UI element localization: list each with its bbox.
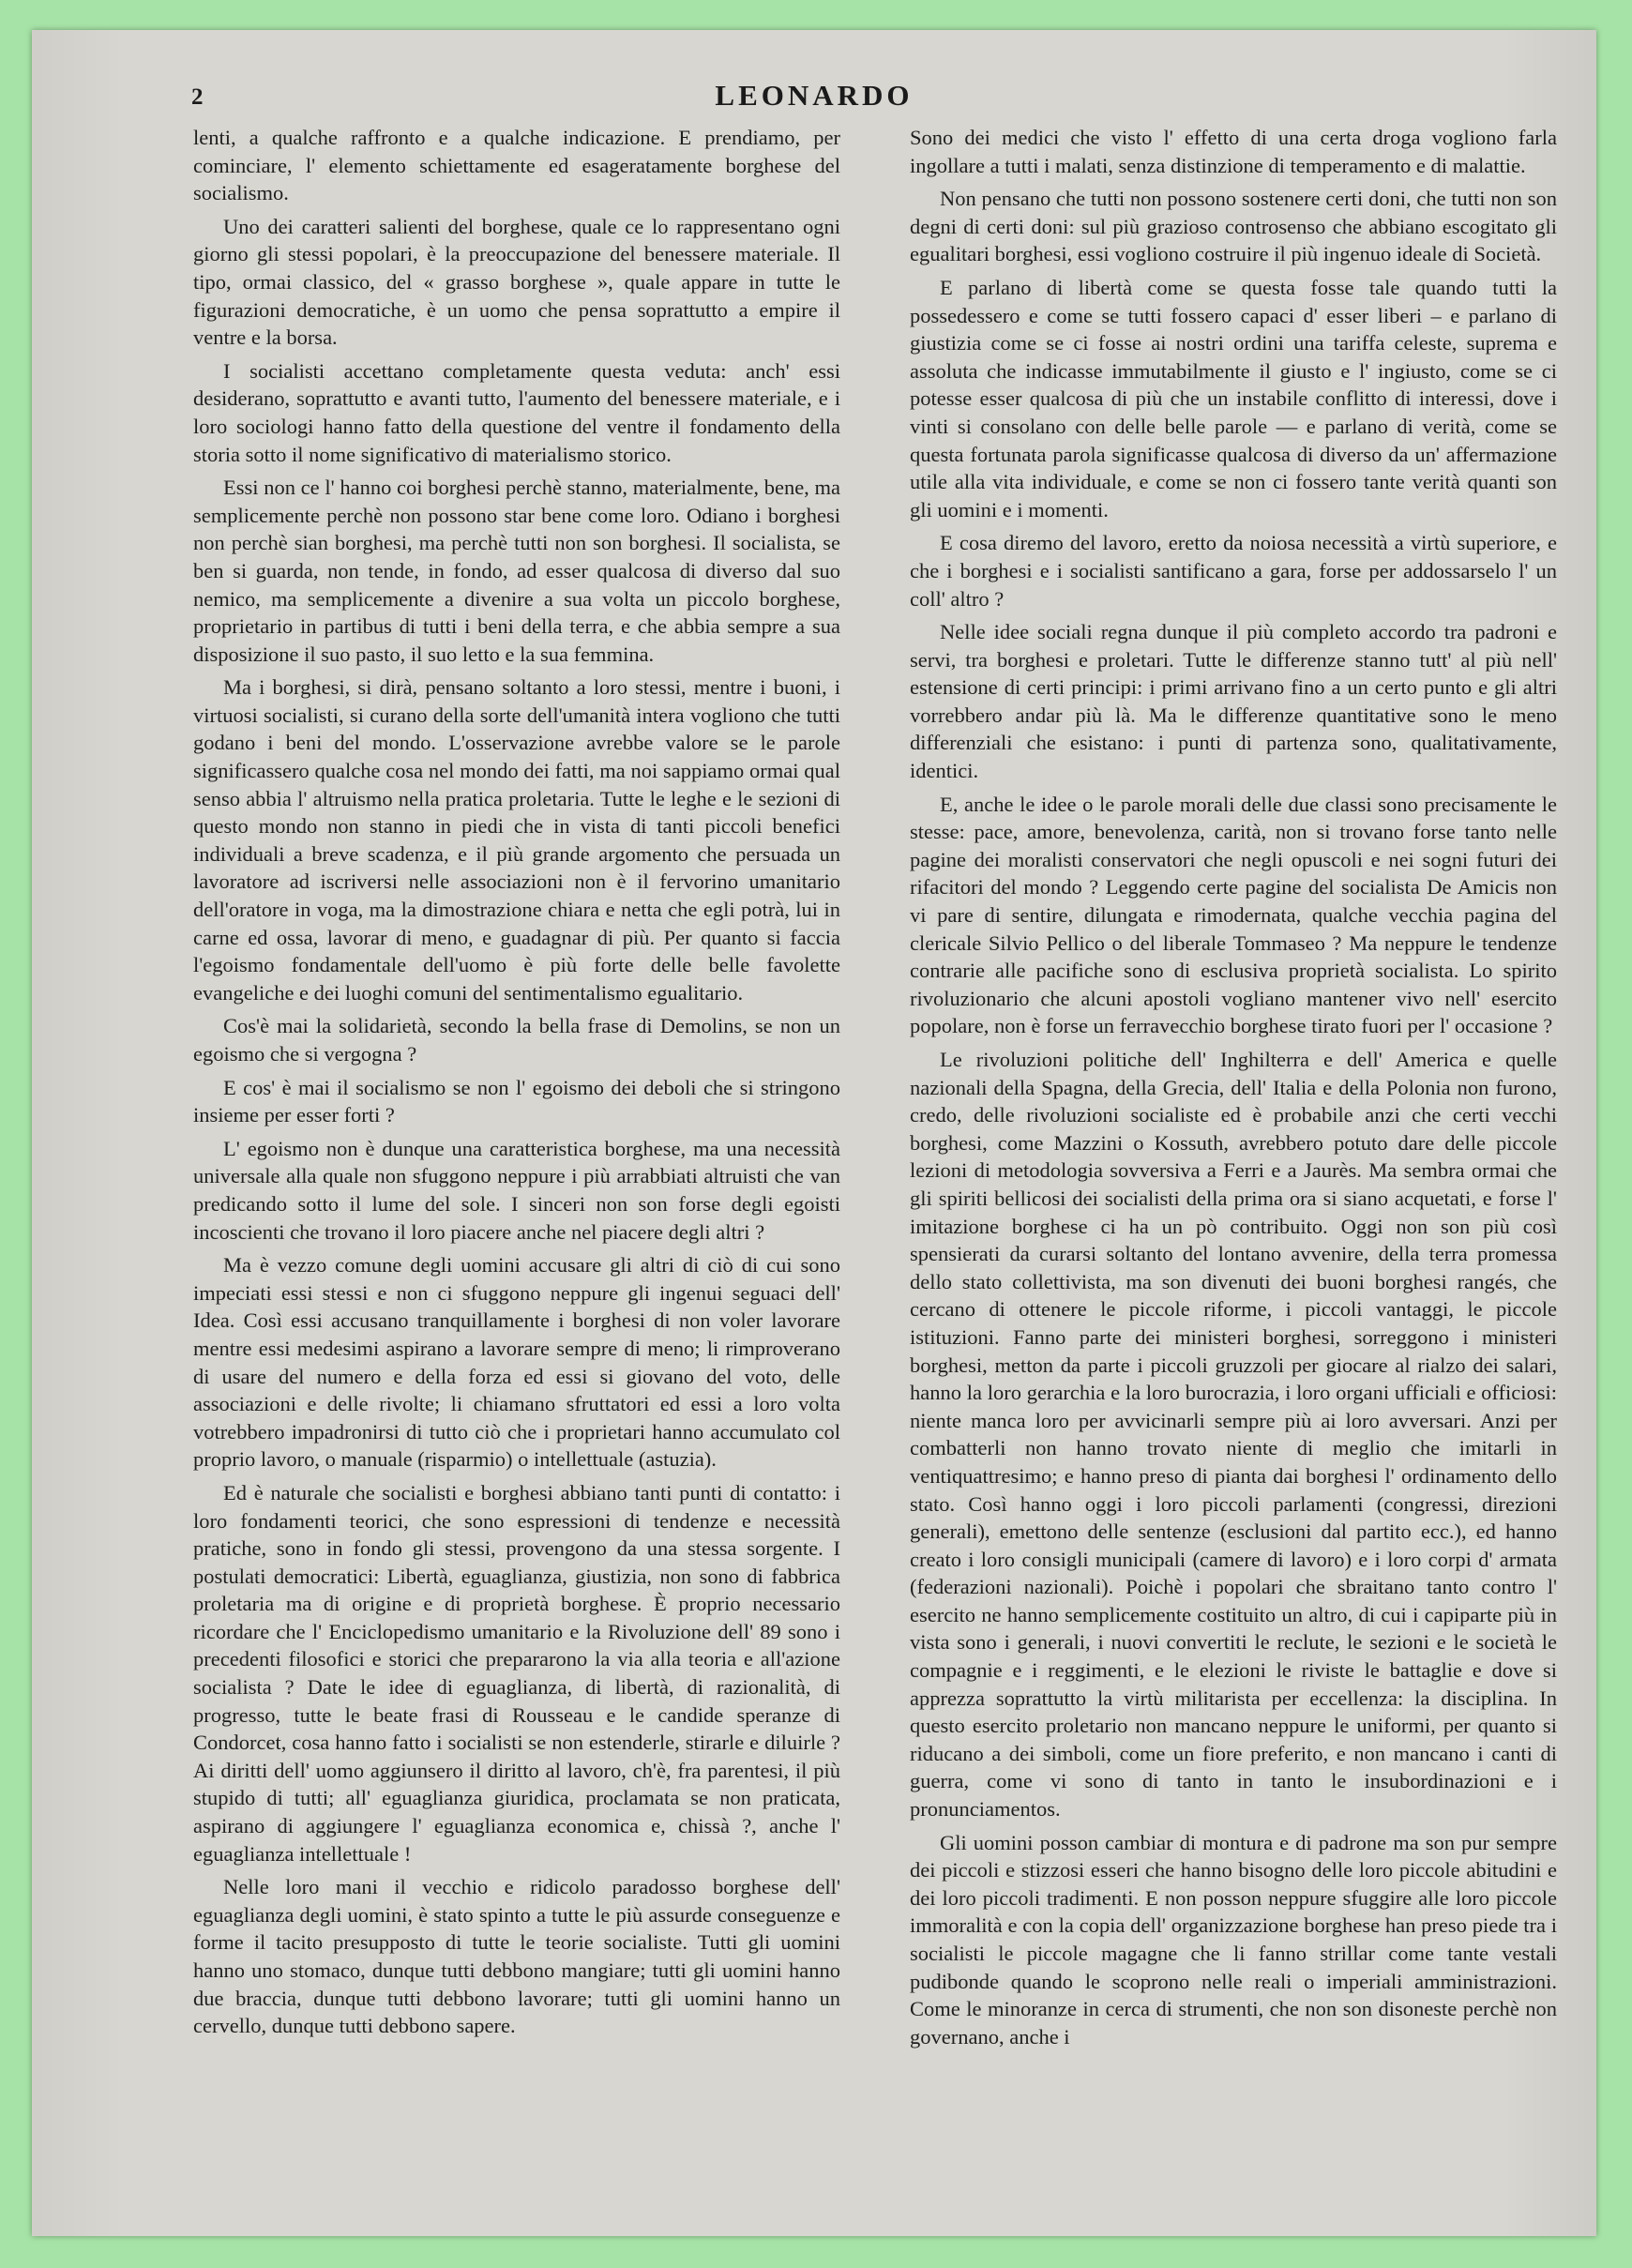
paragraph: Ma è vezzo comune degli uomini accusare gli altri di ciò di cui sono impeciati essi stessi e non ci sfuggono neppure gli ingenui seguaci dell' Idea. Così essi accusano tranquillamente i borghesi di non voler lavorare mentre essi medesimi aspirano a lavorare sempre di meno; li rimproverano di usare del numero e della forza ed essi si giovano del voto, delle associazioni e delle rivolte; li chiamano sfruttatori ed essi a loro volta votrebbero impadronirsi di tutto ciò che i proprietari hanno accumulato col proprio lavoro, o manuale (risparmio) o intellettuale (astuzia).: [193, 1253, 840, 1472]
paragraph: Ed è naturale che socialisti e borghesi abbiano tanti punti di contatto: i loro fondamenti teorici, che sono espressioni di tendenze e necessità pratiche, sono in fondo gli stessi, provengono da una stessa sorgente. I postulati democratici: Libertà, eguaglianza, giustizia, non sono di fabbrica proletaria ma di origine e di proprietà borghese. È proprio necessario ricordare che l' Enciclopedismo umanitario e la Rivoluzione dell' 89 sono i precedenti filosofici e storici che prepararono la via alla teoria e all'azione socialista ? Date le idee di eguaglianza, di libertà, di razionalità, di progresso, tutte le beate frasi di Rousseau e le candide speranze di Condorcet, cosa hanno fatto i socialisti se non estenderle, stirarle e diluirle ? Ai diritti dell' uomo aggiunsero il diritto al lavoro, ch'è, fra parentesi, il più stupido di tutti; all' eguaglianza giuridica, proclamata se non praticata, aspirano di aggiungere l' eguaglianza economica e, chissà ?, anche l' eguaglianza intellettuale !: [193, 1480, 840, 1866]
paragraph: E cosa diremo del lavoro, eretto da noiosa necessità a virtù superiore, e che i borghesi e i socialisti santificano a gara, forse per addossarselo l' un coll' altro ?: [910, 531, 1557, 611]
paragraph: Ma i borghesi, si dirà, pensano soltanto a loro stessi, mentre i buoni, i virtuosi socialisti, si curano della sorte dell'umanità intera vogliono che tutti godano i beni del mondo. L'osservazione avrebbe valore se le parole significassero qualche cosa nel mondo dei fatti, ma noi sappiamo ormai qual senso abbia l' altruismo nella pratica proletaria. Tutte le leghe e le sezioni di questo mondo non stanno in piedi che in vista di tanti piccoli benefici individuali a breve scadenza, e il più grande argomento che persuada un lavoratore ad iscriversi nelle associazioni non è il fervorino umanitario dell'oratore in voga, ma la dimostrazione chiara e netta che egli potrà, lui in carne ed ossa, lavorar di meno, e guadagnar di più. Per quanto si faccia l'egoismo fondamentale dell'uomo è più forte delle belle favolette evangeliche e dei luoghi comuni del sentimentalismo egualitario.: [193, 675, 840, 1005]
paragraph: Le rivoluzioni politiche dell' Inghilterra e dell' America e quelle nazionali della Spagna, della Grecia, dell' Italia e della Polonia non furono, credo, delle rivoluzioni socialiste ed è probabile anzi che certi vecchi borghesi, come Mazzini o Kossuth, avrebbero potuto dare delle piccole lezioni di metodologia sovversiva a Ferri e a Jaurès. Ma sembra ormai che gli spiriti bellicosi dei socialisti della prima ora si siano acquetati, e forse l' imitazione borghese ci ha un pò contribuito. Oggi non son più così spensierati da curarsi soltanto del lontano avvenire, della terra promessa dello stato collettivista, ma son divenuti dei buoni borghesi rangés, che cercano di ottenere le piccole riforme, i piccoli vantaggi, le piccole istituzioni. Fanno parte dei ministeri borghesi, sorreggono i ministeri borghesi, metton da parte i piccoli gruzzoli per giocare al rialzo dei salari, hanno la loro gerarchia e la loro burocrazia, i loro organi ufficiali e officiosi: niente manca loro per avvicinarli sempre più ai loro avversari. Anzi per combatterli non hanno trovato niente di meglio che imitarli in ventiquattresimo; e hanno preso di pianta dai borghesi l' ordinamento dello stato. Così hanno oggi i loro piccoli parlamenti (congressi, direzioni generali), emettono delle sentenze (esclusioni dal partito ecc.), ed hanno creato i loro consigli municipali (camere di lavoro) e i loro corpi d' armata (federazioni nazionali). Poichè i popolari che sbraitano tanto contro l' esercito ne hanno semplicemente costituito un altro, di cui i capiparte più in vista sono i generali, i nuovi convertiti le reclute, le sezioni e le società le compagnie e i reggimenti, e le elezioni le riviste le battaglie e dove si apprezza soprattutto la virtù militarista per eccellenza: la disciplina. In questo esercito proletario non mancano neppure le uniformi, per quanto si riducano a dei simboli, come un fiore preferito, e non mancano i canti di guerra, come vi sono di tanto in tanto le insubordinazioni e i pronunciamentos.: [910, 1048, 1557, 1822]
paragraph: E cos' è mai il socialismo se non l' egoismo dei deboli che si stringono insieme per esser forti ?: [193, 1075, 840, 1127]
paragraph: lenti, a qualche raffronto e a qualche indicazione. E prendiamo, per cominciare, l' elemento schiettamente ed esageratamente borghese del socialismo.: [193, 126, 840, 205]
paragraph: Non pensano che tutti non possono sostenere certi doni, che tutti non son degni di certi doni: sul più grazioso controsenso che abbiano escogitato gli egualitari borghesi, essi vogliono costruire il più ingenuo ideale di Società.: [910, 187, 1557, 266]
page-title: LEONARDO: [715, 79, 914, 112]
paragraph: Nelle idee sociali regna dunque il più completo accordo tra padroni e servi, tra borghesi e proletari. Tutte le differenze stanno tutt' al più nell' estensione di certi principi: i primi arrivano fino a un certo punto e gli altri vorrebbero andar più là. Ma le differenze quantitative sono le meno differenziali che esistano: i punti di partenza sono, qualitativamente, identici.: [910, 620, 1557, 783]
paragraph: Essi non ce l' hanno coi borghesi perchè stanno, materialmente, bene, ma semplicemente perchè non possono star bene come loro. Odiano i borghesi non perchè sian borghesi, ma perchè tutti non son borghesi. Il socialista, se ben si guarda, non tende, in fondo, ad esser qualcosa di diverso dal suo nemico, ma semplicemente a divenire a sua volta un piccolo borghese, proprietario in partibus di tutti i beni della terra, e che abbia sempre a sua disposizione il suo pasto, il suo letto e la sua femmina.: [193, 476, 840, 666]
paragraph: Nelle loro mani il vecchio e ridicolo paradosso borghese dell' eguaglianza degli uomini, è stato spinto a tutte le più assurde conseguenze e forme il tacito presupposto di tutte le teorie socialiste. Tutti gli uomini hanno uno stomaco, dunque tutti debbono mangiare; tutti gli uomini hanno due braccia, dunque tutti debbono lavorare; tutti gli uomini hanno un cervello, dunque tutti debbono sapere.: [193, 1875, 840, 2038]
paragraph: E parlano di libertà come se questa fosse tale quando tutti la possedessero e come se tutti fossero capaci d' esser liberi – e parlano di giustizia come se ci fosse ai nostri ordini una tariffa celeste, suprema e assoluta che indicasse immutabilmente il giusto e l' ingiusto, come se ci potesse esser qualcosa di più che un instabile conflitto di interessi, dove i vinti si consolano con delle belle parole — e parlano di verità, come se questa fortunata parola significasse qualcosa di diverso da un' affermazione utile alla vita individuale, e come se non ci fossero tante verità quanti son gli uomini e i momenti.: [910, 275, 1557, 522]
paragraph: I socialisti accettano completamente questa veduta: anch' essi desiderano, soprattutto e avanti tutto, l'aumento del benessere materiale, e i loro sociologi hanno fatto della questione del ventre il fondamento della storia sotto il nome significativo di materialismo storico.: [193, 358, 840, 466]
paragraph: Uno dei caratteri salienti del borghese, quale ce lo rappresentano ogni giorno gli stessi popolari, è la preoccupazione del benessere materiale. Il tipo, ormai classico, del « grasso borghese », quale appare in tutte le figurazioni democratiche, è un uomo che pensa soprattutto a empire il ventre e la borsa.: [193, 214, 840, 350]
right-column: [910, 124, 1557, 2056]
paragraph: Gli uomini posson cambiar di montura e di padrone ma son pur sempre dei piccoli e stizzosi esseri che hanno bisogno delle loro piccole abitudini e dei loro piccoli tradimenti. E non posson neppure sfuggire alle loro piccole immoralità e con la copia dell' organizzazione borghese han preso piede tra i socialisti le piccole magagne che li fanno strillar come tante vestali pudibonde quando le scoprono nelle reali o imperiali amministrazioni. Come le minoranze in cerca di strumenti, che non son disoneste perchè non governano, anche i: [910, 1830, 1557, 2049]
paragraph: Sono dei medici che visto l' effetto di una certa droga vogliono farla ingollare a tutti i malati, senza distinzione di temperamento e di malattie.: [910, 126, 1557, 177]
left-column: [193, 124, 840, 2046]
paragraph: E, anche le idee o le parole morali delle due classi sono precisamente le stesse: pace, amore, benevolenza, carità, non si trovano forse tanto nelle pagine dei moralisti conservatori che negli opuscoli e nei sogni futuri dei rifacitori del mondo ? Leggendo certe pagine del socialista De Amicis non vi pare di sentire, dilungata e rimodernata, qualche vecchia pagina del clericale Silvio Pellico o del liberale Tommaseo ? Ma neppure le tendenze contrarie alle pacifiche sono di esclusiva proprietà socialista. Lo spirito rivoluzionario che alcuni apostoli vogliano mantener vivo nell' esercito popolare, non è forse un ferravecchio borghese tirato fuori per l' occasione ?: [910, 792, 1557, 1038]
paragraph: Cos'è mai la solidarietà, secondo la bella frase di Demolins, se non un egoismo che si vergogna ?: [193, 1014, 840, 1066]
newspaper-page: [32, 30, 1596, 2236]
paragraph: L' egoismo non è dunque una caratteristica borghese, ma una necessità universale alla quale non sfuggono neppure i più arrabbiati altruisti che van predicando sotto il lume del sole. I sinceri non son forse degli egoisti incoscienti che trovano il loro piacere anche nel piacere degli altri ?: [193, 1136, 840, 1244]
page-number: 2: [191, 84, 204, 110]
